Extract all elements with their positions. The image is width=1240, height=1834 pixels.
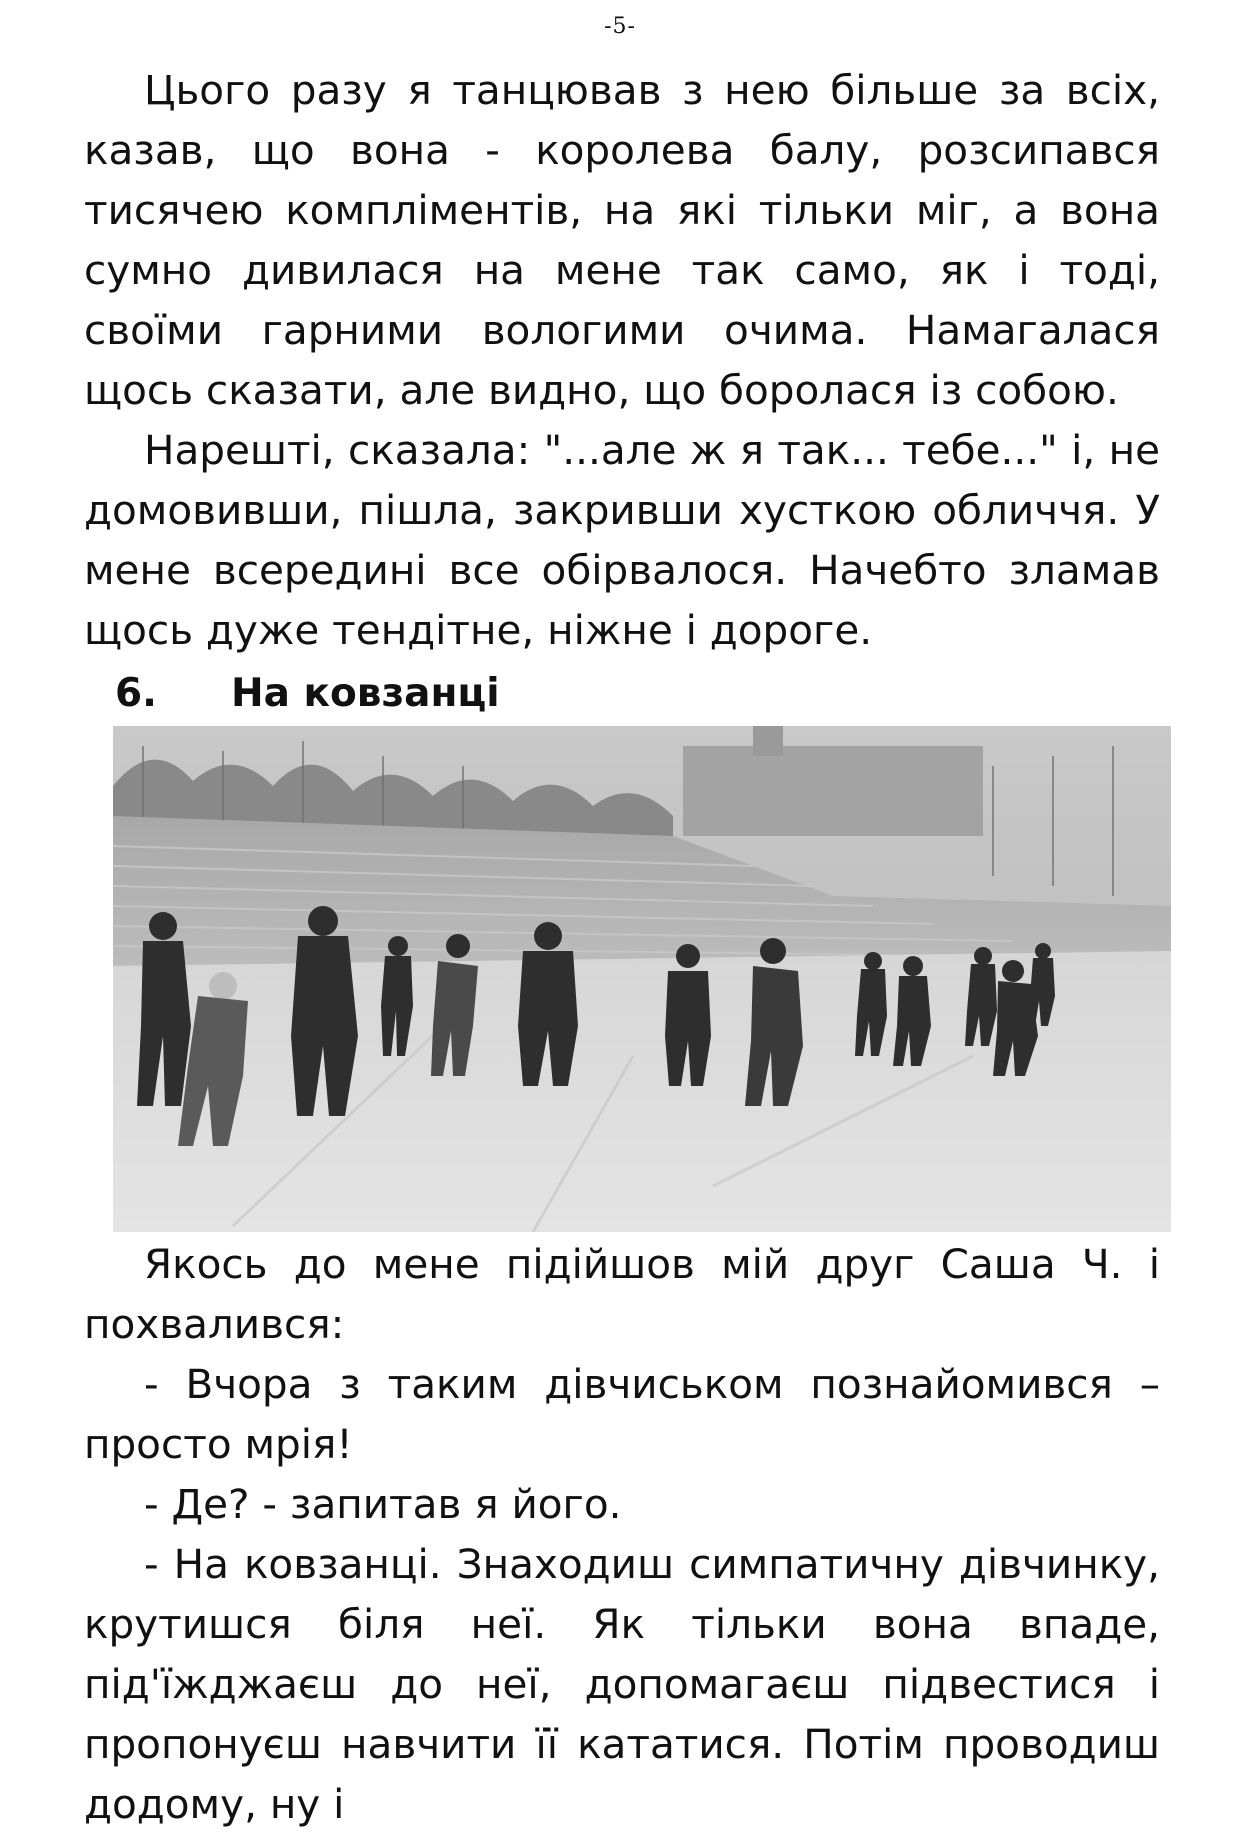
skating-rink-photo — [113, 726, 1171, 1232]
paragraph: Якось до мене підійшов мій друг Саша Ч. і похвалився: — [84, 1240, 1160, 1348]
section-title: На ковзанці — [231, 671, 500, 716]
paragraph: - На ковзанці. Знаходиш симпатичну дівчинку, крутишся біля неї. Як тільки вона впаде, під'їжджаєш до неї, допомагаєш підвестися і пропонуєш навчити її кататися. Потім проводиш додому, ну і — [84, 1540, 1160, 1828]
section-number: 6. — [115, 671, 157, 716]
paragraph: Цього разу я танцював з нею більше за всіх, казав, що вона - королева балу, розсипався тисячею компліментів, на які тільки міг, а вона сумно дивилася на мене так само, як і тоді, своїми гарними вологими очима. Намагалася щось сказати, але видно, що боролася із собою. — [84, 66, 1160, 414]
page-content — [84, 60, 1160, 1834]
paragraph: Нарешті, сказала: "...але ж я так... тебе..." і, не домовивши, пішла, закривши хусткою обличчя. У мене всередині все обірвалося. Начебто зламав щось дуже тендітне, ніжне і дороге. — [84, 426, 1160, 654]
section-heading — [84, 664, 1160, 724]
paragraph: - Вчора з таким дівчиськом познайомився – просто мрія! — [84, 1360, 1160, 1468]
page-number: -5- — [604, 14, 636, 39]
paragraph: - Де? - запитав я його. — [144, 1480, 622, 1528]
